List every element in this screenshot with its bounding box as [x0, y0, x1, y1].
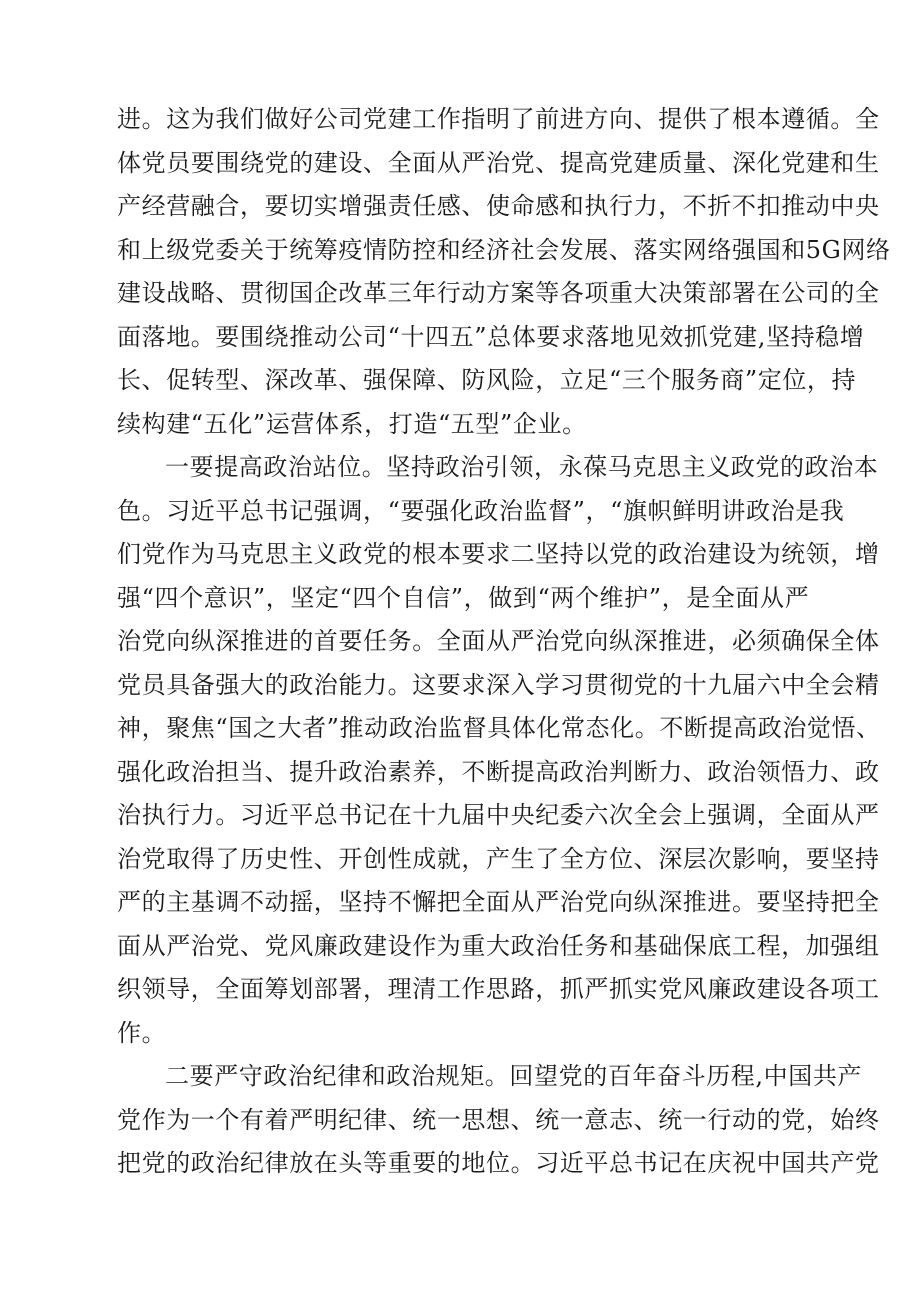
- text-line: 建设战略、贯彻国企改革三年行动方案等各项重大决策部署在公司的全: [117, 279, 880, 307]
- text-line: 体党员要围绕党的建设、全面从严治党、提高党建质量、深化党建和生: [117, 148, 880, 177]
- paragraph-political-discipline: [117, 1055, 880, 1186]
- text-line: 党作为一个有着严明纪律、统一思想、统一意志、统一行动的党，始终: [117, 1105, 880, 1134]
- text-line: 一要提高政治站位。坚持政治引领，永葆马克思主义政党的政治本: [165, 453, 879, 481]
- text-line: 织领导，全面筹划部署，理清工作思路，抓严抓实党风廉政建设各项工: [117, 975, 880, 1003]
- text-line: 把党的政治纪律放在头等重要的地位。习近平总书记在庆祝中国共产党: [117, 1149, 880, 1177]
- text-line: 面落地。要围绕推动公司“十四五”总体要求落地见效抓党建,坚持稳增: [117, 322, 865, 351]
- text-line: 产经营融合，要切实增强责任感、使命感和执行力，不折不扣推动中央: [117, 192, 880, 220]
- text-line: 长、促转型、深改革、强保障、防风险，立足“三个服务商”定位，持: [117, 366, 857, 394]
- paragraph-continuation: [117, 98, 891, 446]
- text-line: 们党作为马克思主义政党的根本要求二坚持以党的政治建设为统领，增: [117, 540, 880, 568]
- text-line: 强化政治担当、提升政治素养，不断提高政治判断力、政治领悟力、政: [117, 757, 880, 786]
- text-line: 二要严守政治纪律和政治规矩。回望党的百年奋斗历程,中国共产: [165, 1062, 863, 1090]
- text-line: 治党向纵深推进的首要任务。全面从严治党向纵深推进，必须确保全体: [117, 627, 880, 655]
- text-line: 治执行力。习近平总书记在十九届中央纪委六次全会上强调，全面从严: [117, 801, 880, 829]
- text-line: 续构建“五化”运营体系，打造“五型”企业。: [117, 409, 587, 438]
- text-line: 色。习近平总书记强调，“要强化政治监督”，“旗帜鲜明讲政治是我: [117, 496, 845, 525]
- text-line: 强“四个意识”，坚定“四个自信”，做到“两个维护”，是全面从严: [117, 583, 810, 612]
- text-line: 进。这为我们做好公司党建工作指明了前进方向、提供了根本遵循。全: [117, 105, 880, 133]
- paragraph-political-stance: [117, 446, 881, 1055]
- text-line: 面从严治党、党风廉政建设作为重大政治任务和基础保底工程，加强组: [117, 931, 880, 960]
- text-line: 党员具备强大的政治能力。这要求深入学习贯彻党的十九届六中全会精: [117, 670, 880, 699]
- text-line: 治党取得了历史性、开创性成就，产生了全方位、深层次影响，要坚持: [117, 844, 880, 873]
- text-line: 严的主基调不动摇，坚持不懈把全面从严治党向纵深推进。要坚持把全: [117, 888, 880, 916]
- document-body: [117, 98, 891, 1186]
- text-line: 神，聚焦“国之大者”推动政治监督具体化常态化。不断提高政治觉悟、: [117, 714, 881, 742]
- text-line: 和上级党委关于统筹疫情防控和经济社会发展、落实网络强国和5G网络: [117, 235, 891, 264]
- text-line: 作。: [117, 1018, 167, 1047]
